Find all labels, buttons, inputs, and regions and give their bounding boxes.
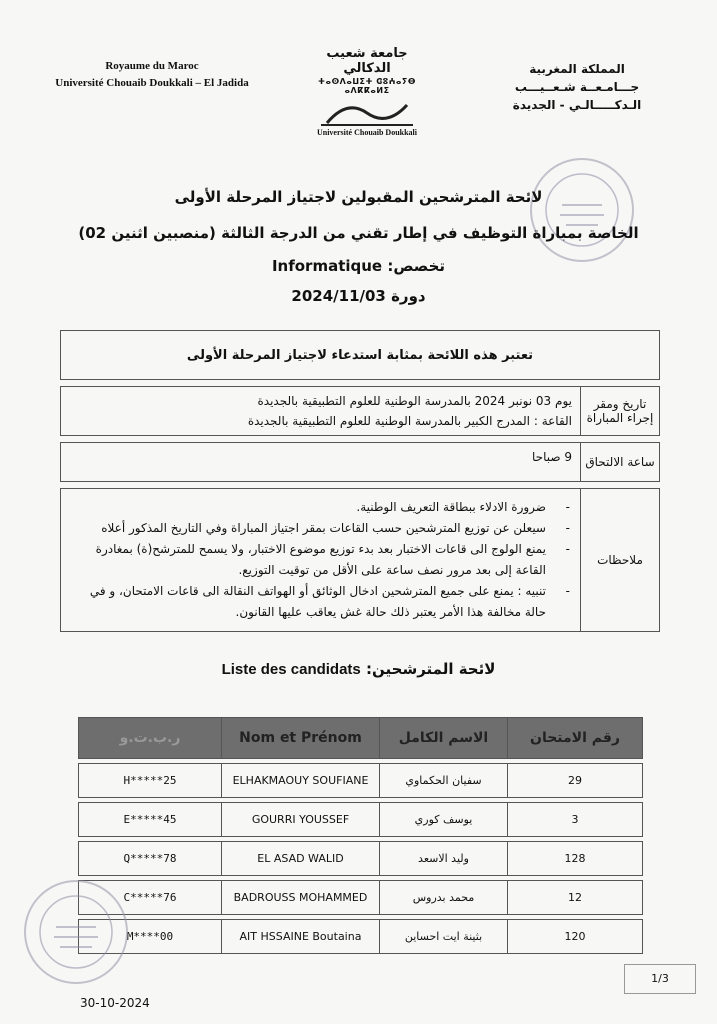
cell-name-ar: سفيان الحكماوي [380,764,508,798]
table-row [79,764,643,798]
official-stamp-top [530,158,634,262]
table-row [79,803,643,837]
list-title-french: Liste des candidats [221,661,361,678]
column-header-name-ar: الاسم الكامل [380,718,508,759]
header-right-line2: جـــامـعــة شـعــيـــب الـدكـــــالـي - الجديدة [512,80,642,112]
candidates-list-title [60,660,657,678]
cell-cin: Q*****78 [79,842,222,876]
list-title-arabic: :لائحة المترشحين [366,660,496,678]
cell-name-ar: محمد بدروس [380,881,508,915]
note-item: - تنبيه : يمنع على جميع المترشحين ادخال الوثائق أو الهواتف النقالة الى قاعات الامتحان، و في حالة مخالفة هذا الأمر يعتبر ذلك حالة غش يعاقب عليها القانون. [69,581,556,623]
table-row [79,842,643,876]
cell-name-ar: يوسف كوري [380,803,508,837]
cell-name-fr: ELHAKMAOUY SOUFIANE [222,764,380,798]
table-header-row [79,718,643,759]
university-logo [302,46,432,137]
cell-name-fr: AIT HSSAINE Boutaina [222,920,380,954]
cell-name-ar: وليد الاسعد [380,842,508,876]
logo-tifinagh-text: ⵜⴰⵙⴷⴰⵡⵉⵜ ⵛⵓⵄⴰⵢⴱ ⴰⴷⴽⴽⴰⵍⵉ [318,77,416,95]
cell-name-ar: بثينة ايت احساين [380,920,508,954]
notes-list [69,497,572,623]
cell-exam-number: 128 [508,842,643,876]
date-place-value [61,387,581,436]
stamp-seal-icon [532,160,632,260]
cell-cin: C*****76 [79,881,222,915]
table-row [79,920,643,954]
note-item: - سيعلن عن توزيع المترشحين حسب القاعات بمقر اجتياز المباراة وفي التاريخ المذكور أعلاه [69,518,556,539]
cell-exam-number: 120 [508,920,643,954]
info-heading: تعتبر هذه اللائحة بمثابة استدعاء لاجتياز المرحلة الأولى [61,331,660,380]
column-header-cin: ر.ب.ت.و [79,718,222,759]
document-subtitle: الخاصة بمباراة التوظيف في إطار تقني من الدرجة الثالثة (منصبين اثنين 02) [78,224,639,242]
date-place-label: تاريخ ومقر إجراء المباراة [581,387,660,436]
date-place-value-line1: يوم 03 نونبر 2024 بالمدرسة الوطنية للعلوم التطبيقية بالجديدة [257,394,572,408]
stamp-seal-icon [26,882,126,982]
column-header-name-fr: Nom et Prénom [222,718,380,759]
cell-exam-number: 3 [508,803,643,837]
notes-label: ملاحظات [581,489,660,632]
notes-value [61,489,581,632]
cell-exam-number: 29 [508,764,643,798]
official-stamp-bottom [24,880,128,984]
header-right [477,60,677,114]
header-right-line1: المملكة المغربية [529,62,625,76]
note-item: - ضرورة الادلاء ببطاقة التعريف الوطنية. [69,497,556,518]
page-number: 1/3 [624,964,696,994]
logo-mark-icon [307,97,427,127]
cell-cin: M****00 [79,920,222,954]
candidates-table [78,717,643,954]
cell-cin: H*****25 [79,764,222,798]
session-line: دورة 2024/11/03 [291,287,426,305]
column-header-exam-number: رقم الامتحان [508,718,643,759]
cell-name-fr: GOURRI YOUSSEF [222,803,380,837]
table-row [79,881,643,915]
cell-name-fr: BADROUSS MOHAMMED [222,881,380,915]
arrival-time-label: ساعة الالتحاق [581,443,660,482]
document-title: لائحة المترشحين المقبولين لاجتياز المرحلة الأولى [174,188,543,206]
header-left [42,58,262,92]
cell-exam-number: 12 [508,881,643,915]
document-date: 30-10-2024 [80,996,150,1010]
date-place-value-line2: القاعة : المدرج الكبير بالمدرسة الوطنية للعلوم التطبيقية بالجديدة [247,414,572,428]
cell-cin: E*****45 [79,803,222,837]
specialty-line: تخصص: Informatique [271,257,446,275]
arrival-time-value: 9 صباحا [61,443,581,482]
cell-name-fr: EL ASAD WALID [222,842,380,876]
header-left-line2: Université Chouaib Doukkali – El Jadida [55,77,249,89]
convocation-info-table [60,330,660,632]
logo-french-text: Université Chouaib Doukkali [316,128,418,137]
header-left-line1: Royaume du Maroc [105,60,199,72]
logo-arabic-text: جامعة شعيب الدكالي [326,46,408,76]
note-item: - يمنع الولوج الى قاعات الاختبار بعد بدء توزيع موضوع الاختبار، ولا يسمح للمترشح(ة) بمغادرة القاعة إلى بعد مرور نصف ساعة على الأقل من توقيت التوزيع. [69,539,556,581]
